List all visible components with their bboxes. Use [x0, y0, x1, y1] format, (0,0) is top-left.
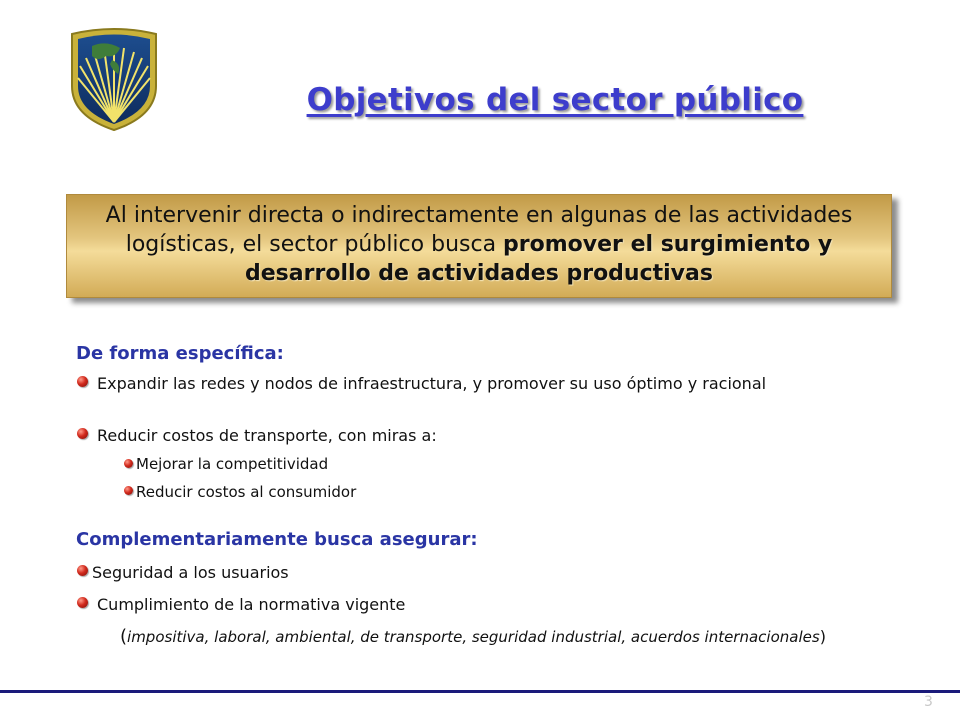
footer-divider [0, 690, 960, 693]
banner-text [67, 201, 891, 288]
section-heading-complementariamente: Complementariamente busca asegurar: [76, 529, 478, 550]
highlight-banner [66, 194, 892, 298]
list-item: Expandir las redes y nodos de infraestructura, y promover su uso óptimo y racional [97, 374, 767, 393]
page-title: Objetivos del sector público [306, 82, 804, 118]
note-close-paren: ) [819, 627, 826, 646]
list-item: Cumplimiento de la normativa vigente [97, 595, 406, 614]
regulation-note [120, 628, 880, 646]
banner-text-bold: promover el surgimiento y desarrollo de actividades productivas [245, 232, 833, 286]
list-item: Reducir costos de transporte, con miras a: [97, 426, 437, 445]
sub-list-item: Mejorar la competitividad [136, 455, 329, 473]
section-heading-especifica: De forma específica: [76, 343, 284, 364]
bullet-icon [77, 597, 88, 608]
bullet-icon [77, 428, 88, 439]
note-open-paren: ( [120, 626, 128, 647]
sub-bullet-icon [124, 486, 133, 495]
shield-logo-icon [66, 26, 162, 132]
note-text: impositiva, laboral, ambiental, de transporte, seguridad industrial, acuerdos internacionales [127, 628, 820, 646]
sub-bullet-icon [124, 459, 133, 468]
list-item: Seguridad a los usuarios [92, 563, 289, 582]
banner-text-regular: Al intervenir directa o indirectamente en algunas de las actividades logísticas, el sector público busca [105, 203, 853, 257]
sub-list-item: Reducir costos al consumidor [136, 483, 357, 501]
page-number: 3 [924, 694, 933, 710]
bullet-icon [77, 565, 88, 576]
